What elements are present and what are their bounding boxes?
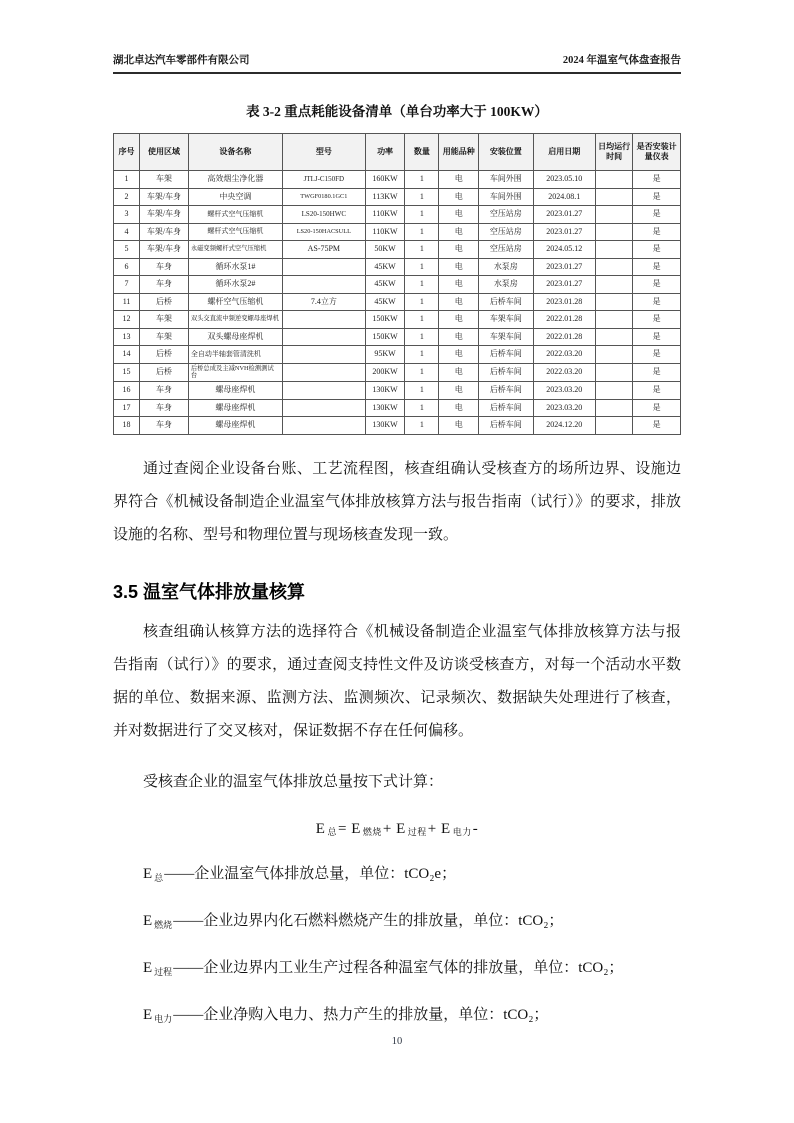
table-cell: 2023.01.27 (533, 258, 595, 276)
table-cell: 后桥车间 (479, 399, 533, 417)
table-cell: 200KW (365, 363, 405, 382)
table-cell (595, 363, 632, 382)
table-cell: 车架 (140, 311, 189, 329)
table-cell: 50KW (365, 241, 405, 259)
table-cell (282, 382, 365, 400)
table-cell: 后桥车间 (479, 417, 533, 435)
definition-total: E $_总$——企业温室气体排放总量，单位：tCO₂e； (143, 866, 457, 884)
table-cell: 车身 (140, 276, 189, 294)
table-cell (595, 276, 632, 294)
table-cell: 15 (114, 363, 140, 382)
table-cell (282, 328, 365, 346)
table-cell: 2023.01.27 (533, 276, 595, 294)
table-cell: 1 (405, 258, 439, 276)
table-cell: 150KW (365, 328, 405, 346)
table-cell: 循环水泵1# (188, 258, 282, 276)
table-caption: 表 3-2 重点耗能设备清单（单台功率大于 100KW） (246, 104, 548, 119)
equipment-table (113, 133, 681, 435)
table-cell: 是 (633, 346, 681, 364)
table-cell: 车身 (140, 399, 189, 417)
paragraph-method-check: 核查组确认核算方法的选择符合《机械设备制造企业温室气体排放核算方法与报告指南（试行）》的要求，通过查阅支持性文件及访谈受核查方，对每一个活动水平数据的单位、数据来源、监测方法、监测频次、记录频次、数据缺失处理进行了核查，并对数据进行了交叉核对，保证数据不存在任何偏移。 (113, 623, 681, 739)
table-cell: 双头交直流中频逆变螺母座焊机 (188, 311, 282, 329)
table-cell: 电 (439, 171, 479, 189)
table-header-row (114, 134, 681, 171)
table-cell: 是 (633, 417, 681, 435)
table-cell: 2022.01.28 (533, 328, 595, 346)
table-cell: JTLJ-C150FD (282, 171, 365, 189)
table-cell (595, 311, 632, 329)
table-column-header: 型号 (282, 134, 365, 171)
section-heading-3-5: 3.5 温室气体排放量核算 (113, 581, 306, 602)
table-cell (595, 382, 632, 400)
table-column-header: 日均运行时间 (595, 134, 632, 171)
table-cell: 2024.08.1 (533, 188, 595, 206)
table-cell: LS20-150HACSULL (282, 223, 365, 241)
table-cell: 后桥车间 (479, 293, 533, 311)
table-cell: 17 (114, 399, 140, 417)
table-column-header: 启用日期 (533, 134, 595, 171)
table-cell (282, 363, 365, 382)
table-cell: 是 (633, 258, 681, 276)
formula-term: E $_{电力}$- (441, 820, 479, 838)
table-cell: TWGF0180.1GC1 (282, 188, 365, 206)
table-cell: 是 (633, 293, 681, 311)
table-cell: 电 (439, 311, 479, 329)
running-header (113, 52, 681, 74)
table-cell: 130KW (365, 399, 405, 417)
table-cell: 电 (439, 346, 479, 364)
table-cell (595, 346, 632, 364)
table-cell: 45KW (365, 276, 405, 294)
table-cell: 1 (405, 399, 439, 417)
table-cell (595, 399, 632, 417)
table-cell: 45KW (365, 293, 405, 311)
table-cell: 113KW (365, 188, 405, 206)
table-cell: 后桥总成及主减NVH检测测试台 (188, 363, 282, 382)
table-cell (595, 171, 632, 189)
formula-term: E $_{过程}$+ (396, 820, 437, 838)
table-cell: 空压站房 (479, 223, 533, 241)
table-cell: 是 (633, 311, 681, 329)
table-cell: 车间外围 (479, 188, 533, 206)
table-cell: 螺杆式空气压缩机 (188, 223, 282, 241)
table-cell: 是 (633, 399, 681, 417)
table-cell: 18 (114, 417, 140, 435)
table-cell (282, 399, 365, 417)
table-cell: 电 (439, 206, 479, 224)
table-cell: 1 (405, 346, 439, 364)
paragraph-formula-intro: 受核查企业的温室气体排放总量按下式计算： (143, 773, 444, 790)
table-cell: 45KW (365, 258, 405, 276)
table-cell: 95KW (365, 346, 405, 364)
table-cell (595, 241, 632, 259)
table-row (114, 399, 681, 417)
table-cell: 是 (633, 241, 681, 259)
page-number: 10 (391, 1036, 403, 1047)
table-cell: 2022.01.28 (533, 311, 595, 329)
table-cell: 电 (439, 223, 479, 241)
table-cell: 1 (405, 171, 439, 189)
table-cell (595, 258, 632, 276)
table-cell (595, 417, 632, 435)
header-company-name: 湖北卓达汽车零部件有限公司 (113, 55, 250, 66)
table-cell: 全自动半轴套管清洗机 (188, 346, 282, 364)
formula-term: E $_总$= (315, 820, 352, 838)
table-cell: 双头螺母座焊机 (188, 328, 282, 346)
table-cell: 车身 (140, 258, 189, 276)
table-column-header: 使用区域 (140, 134, 189, 171)
table-cell (595, 223, 632, 241)
table-cell: 2022.03.20 (533, 363, 595, 382)
table-row (114, 223, 681, 241)
table-row (114, 206, 681, 224)
table-cell: 后桥 (140, 363, 189, 382)
table-cell: 110KW (365, 206, 405, 224)
table-cell: 14 (114, 346, 140, 364)
table-cell: 是 (633, 206, 681, 224)
table-cell: 螺母座焊机 (188, 417, 282, 435)
table-column-header: 数量 (405, 134, 439, 171)
table-cell: 循环水泵2# (188, 276, 282, 294)
table-cell: 1 (405, 363, 439, 382)
table-cell: 6 (114, 258, 140, 276)
table-cell: 1 (405, 241, 439, 259)
table-cell: 16 (114, 382, 140, 400)
table-cell: 螺杆空气压缩机 (188, 293, 282, 311)
table-cell: 是 (633, 382, 681, 400)
table-cell: 130KW (365, 417, 405, 435)
table-cell: 2023.01.28 (533, 293, 595, 311)
table-row (114, 417, 681, 435)
table-cell: 电 (439, 293, 479, 311)
table-cell: 2022.03.20 (533, 346, 595, 364)
table-cell: 车架 (140, 171, 189, 189)
table-cell: 12 (114, 311, 140, 329)
table-row (114, 382, 681, 400)
table-cell (282, 258, 365, 276)
table-cell: 1 (405, 382, 439, 400)
table-cell: 后桥 (140, 346, 189, 364)
table-cell: 是 (633, 276, 681, 294)
table-cell: 车架/车身 (140, 223, 189, 241)
table-cell: 车架/车身 (140, 188, 189, 206)
table-cell: 4 (114, 223, 140, 241)
table-row (114, 171, 681, 189)
table-row (114, 328, 681, 346)
table-column-header: 安装位置 (479, 134, 533, 171)
table-cell: 2 (114, 188, 140, 206)
table-cell: 2023.01.27 (533, 223, 595, 241)
table-cell: 2024.05.12 (533, 241, 595, 259)
table-cell: 是 (633, 223, 681, 241)
table-cell: 螺母座焊机 (188, 382, 282, 400)
table-cell: 水泵房 (479, 276, 533, 294)
table-cell: 电 (439, 399, 479, 417)
table-cell: 电 (439, 363, 479, 382)
header-report-title: 2024 年温室气体盘查报告 (562, 55, 681, 66)
table-row (114, 363, 681, 382)
table-cell: 7 (114, 276, 140, 294)
table-cell: 1 (405, 188, 439, 206)
table-cell: 车身 (140, 382, 189, 400)
table-cell (595, 206, 632, 224)
table-cell: 2023.05.10 (533, 171, 595, 189)
table-row (114, 346, 681, 364)
table-cell: 2023.03.20 (533, 382, 595, 400)
table-cell: 车架/车身 (140, 241, 189, 259)
table-column-header: 是否安装计量仪表 (633, 134, 681, 171)
table-cell: 1 (405, 311, 439, 329)
table-row (114, 293, 681, 311)
table-cell: 是 (633, 171, 681, 189)
definition-process: E $_{过程}$——企业边界内工业生产过程各种温室气体的排放量，单位：tCO₂； (143, 960, 624, 978)
table-cell: 永磁变频螺杆式空气压缩机 (188, 241, 282, 259)
table-row (114, 241, 681, 259)
table-cell: 1 (405, 417, 439, 435)
table-row (114, 188, 681, 206)
table-cell: 1 (405, 328, 439, 346)
table-cell: 车架车间 (479, 311, 533, 329)
table-cell: 是 (633, 188, 681, 206)
table-cell: 电 (439, 188, 479, 206)
table-cell: 后桥车间 (479, 346, 533, 364)
table-cell: 13 (114, 328, 140, 346)
table-cell: 车间外围 (479, 171, 533, 189)
table-cell: 1 (114, 171, 140, 189)
table-cell: 螺杆式空气压缩机 (188, 206, 282, 224)
table-cell: 高效烟尘净化器 (188, 171, 282, 189)
table-cell: 是 (633, 328, 681, 346)
table-cell: 2023.03.20 (533, 399, 595, 417)
table-cell: 2024.12.20 (533, 417, 595, 435)
table-cell (282, 417, 365, 435)
table-cell: 后桥 (140, 293, 189, 311)
table-cell: 电 (439, 417, 479, 435)
table-cell: 电 (439, 382, 479, 400)
formula-term: E $_{燃烧}$+ (351, 820, 392, 838)
paragraph-boundary-check: 通过查阅企业设备台账、工艺流程图，核查组确认受核查方的场所边界、设施边界符合《机械设备制造企业温室气体排放核算方法与报告指南（试行）》的要求，排放设施的名称、型号和物理位置与现场核查发现一致。 (113, 460, 681, 543)
table-cell (282, 311, 365, 329)
table-cell: 后桥车间 (479, 382, 533, 400)
table-cell: 电 (439, 258, 479, 276)
table-cell: 后桥车间 (479, 363, 533, 382)
table-cell: 2023.01.27 (533, 206, 595, 224)
table-cell (282, 346, 365, 364)
table-cell: 5 (114, 241, 140, 259)
definition-combustion: E $_{燃烧}$——企业边界内化石燃料燃烧产生的排放量，单位：tCO₂； (143, 913, 564, 931)
table-cell: 7.4立方 (282, 293, 365, 311)
table-row (114, 311, 681, 329)
table-cell: 车身 (140, 417, 189, 435)
table-cell: 130KW (365, 382, 405, 400)
table-column-header: 用能品种 (439, 134, 479, 171)
table-cell: 1 (405, 293, 439, 311)
table-cell: 空压站房 (479, 206, 533, 224)
equipment-table-body (114, 171, 681, 435)
definition-electricity: E $_{电力}$——企业净购入电力、热力产生的排放量，单位：tCO₂； (143, 1007, 549, 1025)
table-cell: 车架 (140, 328, 189, 346)
table-cell (595, 188, 632, 206)
table-cell: 中央空调 (188, 188, 282, 206)
table-cell: 电 (439, 276, 479, 294)
table-cell: 160KW (365, 171, 405, 189)
table-cell: 电 (439, 241, 479, 259)
table-cell: 空压站房 (479, 241, 533, 259)
table-cell: LS20-150HWC (282, 206, 365, 224)
table-cell: AS-75PM (282, 241, 365, 259)
table-row (114, 258, 681, 276)
table-cell: 车架车间 (479, 328, 533, 346)
table-cell (282, 276, 365, 294)
emission-total-formula (113, 821, 681, 839)
table-cell: 1 (405, 276, 439, 294)
table-cell: 电 (439, 328, 479, 346)
table-cell: 车架/车身 (140, 206, 189, 224)
table-cell: 3 (114, 206, 140, 224)
table-cell: 11 (114, 293, 140, 311)
table-cell: 150KW (365, 311, 405, 329)
table-column-header: 功率 (365, 134, 405, 171)
table-row (114, 276, 681, 294)
symbol-definitions (113, 864, 681, 1026)
table-cell: 水泵房 (479, 258, 533, 276)
table-cell (595, 328, 632, 346)
table-cell: 1 (405, 206, 439, 224)
table-cell (595, 293, 632, 311)
table-column-header: 序号 (114, 134, 140, 171)
table-cell: 1 (405, 223, 439, 241)
table-cell: 是 (633, 363, 681, 382)
table-cell: 螺母座焊机 (188, 399, 282, 417)
table-column-header: 设备名称 (188, 134, 282, 171)
table-cell: 110KW (365, 223, 405, 241)
